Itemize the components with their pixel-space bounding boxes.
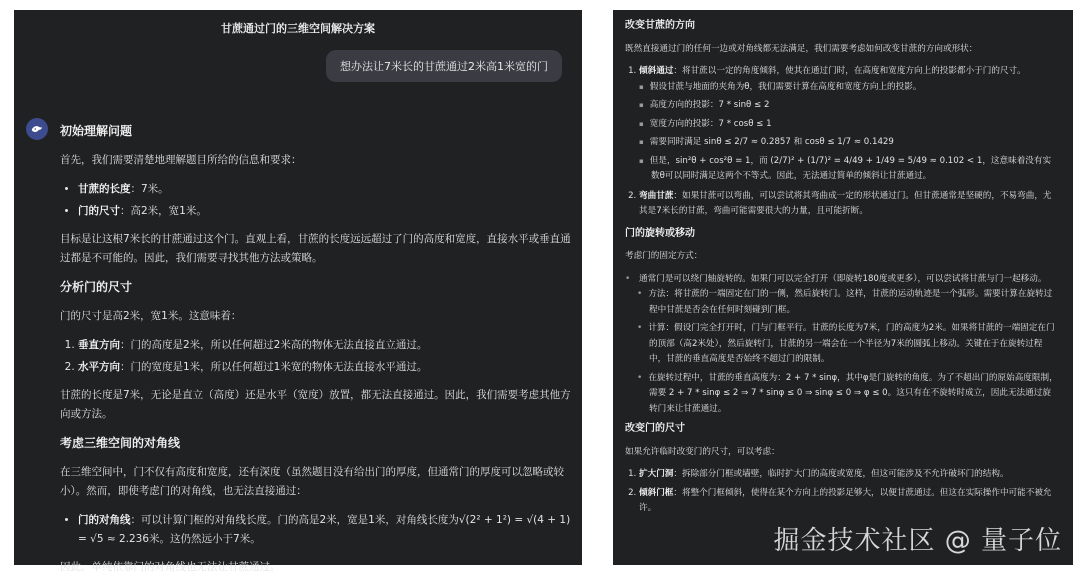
paragraph: 如果允许临时改变门的尺寸，可以考虑：	[625, 446, 780, 457]
sub-list-item: ▪ 宽度方向的投影：7 * cosθ ≤ 1	[651, 117, 1059, 133]
ordered-list	[78, 336, 572, 377]
section-heading: 考虑三维空间的对角线	[60, 436, 181, 450]
sub-list	[651, 80, 1059, 185]
paragraph: 目标是让这根7米长的甘蔗通过这个门。直观上看，甘蔗的长度远远超过了门的高度和宽度，直接水平或垂直通过都是不可能的。因此，我们需要寻找其他方法或策略。	[60, 233, 571, 264]
list-item: 1. 扩大门洞：拆除部分门框或墙壁，临时扩大门的高度或宽度，但这可能涉及不允许破坏门的结构。	[639, 467, 1059, 483]
list-item: • 门的对角线：可以计算门框的对角线长度。门的高是2米，宽是1米，对角线长度为√(2² + 1²) = √(4 + 1) = √5 ≈ 2.236米。这仍然远小于7米。	[78, 511, 572, 549]
section-heading: 初始理解问题	[60, 124, 133, 138]
assistant-avatar	[26, 118, 48, 140]
paragraph: 门的尺寸是高2米，宽1米。这意味着：	[60, 310, 242, 322]
list-item: 2. 弯曲甘蔗：如果甘蔗可以弯曲，可以尝试将其弯曲成一定的形状通过门。但甘蔗通常是坚硬的，不易弯曲，尤其是7米长的甘蔗，弯曲可能需要很大的力量，且可能折断。	[639, 189, 1059, 220]
list-item: 1. 垂直方向：门的高度是2米，所以任何超过2米高的物体无法直接直立通过。	[78, 336, 572, 355]
user-message-bubble: 想办法让7米长的甘蔗通过2米高1米宽的门	[326, 50, 562, 82]
sub-list-item: • 在旋转过程中，甘蔗的垂直高度为：2 + 7 * sinφ，其中φ是门旋转的角度。为了不超出门的原始高度限制，需要 2 + 7 * sinφ ≤ 2 ⇒ 7 * sinφ ≤ 0 ⇒ sinφ ≤ 0 ⇒ φ ≤ 0。这只有在不旋转时成立，因此无法通过旋转门来让甘蔗通过。	[649, 371, 1059, 418]
paragraph: 因此，单纯依靠门的对角线也无法让甘蔗通过。	[60, 561, 281, 573]
sub-list	[649, 287, 1059, 417]
sub-list-item: • 计算：假设门完全打开时，门与门框平行。甘蔗的长度为7米，门的高度为2米。如果将甘蔗的一端固定在门的顶部（高2米处），然后旋转门，甘蔗的另一端会在一个半径为7米的圆弧上移动。关键在于在旋转过程中，甘蔗的垂直高度是否始终不超过门的限制。	[649, 321, 1059, 368]
ordered-list	[639, 64, 1059, 220]
sub-list-item: ▪ 假设甘蔗与地面的夹角为θ，我们需要计算在高度和宽度方向上的投影。	[651, 80, 1059, 96]
bullet-list	[78, 511, 572, 549]
list-item: 2. 水平方向：门的宽度是1米，所以任何超过1米宽的物体无法直接水平通过。	[78, 358, 572, 377]
ordered-list	[639, 467, 1059, 517]
right-chat-panel	[613, 10, 1073, 565]
section-heading: 改变甘蔗的方向	[625, 20, 695, 31]
watermark: 掘金技术社区 @ 量子位	[773, 526, 1062, 556]
section-heading: 改变门的尺寸	[625, 423, 685, 434]
paragraph: 考虑门的固定方式：	[625, 251, 703, 261]
list-item: 2. 倾斜门框：将整个门框倾斜，使得在某个方向上的投影足够大，以便甘蔗通过。但这在实际操作中可能不被允许。	[639, 486, 1059, 517]
list-item: 1. 倾斜通过：将甘蔗以一定的角度倾斜，使其在通过门时，在高度和宽度方向上的投影都小于门的尺寸。 ▪ 假设甘蔗与地面的夹角为θ，我们需要计算在高度和宽度方向上的投影。 ▪ 高度方向的投影：7 * sinθ ≤ 2 ▪ 宽度方向的投影：7 * cosθ ≤ 1 ▪ 需要同时满足 sinθ ≤ 2/7 ≈ 0.2857 和 cosθ ≤ 1/7 ≈ 0.1429 ▪ 但是，sin²θ + cos²θ = 1，而 (2/7)² + (1/7)² = 4/49 + 1/49 = 5/49 ≈ 0.102 < 1，这意味着没有实数θ可以同时满足这两个不等式。因此，无法通过简单的倾斜让甘蔗通过。	[639, 64, 1059, 185]
bullet-list	[78, 180, 572, 221]
sub-list-item: ▪ 高度方向的投影：7 * sinθ ≤ 2	[651, 98, 1059, 114]
paragraph: 首先，我们需要清楚地理解题目所给的信息和要求：	[60, 154, 302, 166]
sub-list-item: • 方法：将甘蔗的一端固定在门的一侧，然后旋转门。这样，甘蔗的运动轨迹是一个弧形。需要计算在旋转过程中甘蔗是否会在任何时刻碰到门框。	[649, 287, 1059, 318]
whale-icon	[30, 122, 44, 136]
paragraph: 既然直接通过门的任何一边或对角线都无法满足，我们需要考虑如何改变甘蔗的方向或形状：	[625, 43, 978, 54]
list-item: • 门的尺寸：高2米，宽1米。	[78, 202, 572, 221]
sub-list-item: ▪ 需要同时满足 sinθ ≤ 2/7 ≈ 0.2857 和 cosθ ≤ 1/7 ≈ 0.1429	[651, 135, 1059, 151]
list-item: • 通常门是可以绕门轴旋转的。如果门可以完全打开（即旋转180度或更多），可以尝试将甘蔗与门一起移动。 • 方法：将甘蔗的一端固定在门的一侧，然后旋转门。这样，甘蔗的运动轨迹是一个弧形。需要计算在旋转过程中甘蔗是否会在任何时刻碰到门框。 • 计算：假设门完全打开时，门与门框平行。甘蔗的长度为7米，门的高度为2米。如果将甘蔗的一端固定在门的顶部（高2米处），然后旋转门，甘蔗的另一端会在一个半径为7米的圆弧上移动。关键在于在旋转过程中，甘蔗的垂直高度是否始终不超过门的限制。 • 在旋转过程中，甘蔗的垂直高度为：2 + 7 * sinφ，其中φ是门旋转的角度。为了不超出门的原始高度限制，需要 2 + 7 * sinφ ≤ 2 ⇒ 7 * sinφ ≤ 0 ⇒ sinφ ≤ 0 ⇒ φ ≤ 0。这只有在不旋转时成立，因此无法通过旋转门来让甘蔗通过。	[637, 272, 1059, 418]
conversation-title: 甘蔗通过门的三维空间解决方案	[221, 22, 375, 35]
paragraph: 甘蔗的长度是7米，无论是直立（高度）还是水平（宽度）放置，都无法直接通过。因此，我们需要考虑其他方向或方法。	[60, 389, 571, 420]
left-chat-panel	[14, 10, 582, 573]
section-heading: 门的旋转或移动	[625, 227, 695, 239]
assistant-answer	[60, 122, 572, 587]
paragraph: 在三维空间中，门不仅有高度和宽度，还有深度（虽然题目没有给出门的厚度，但通常门的厚度可以忽略或较小）。然而，即使考虑门的对角线，也无法直接通过：	[60, 466, 564, 497]
sub-list-item: ▪ 但是，sin²θ + cos²θ = 1，而 (2/7)² + (1/7)² = 4/49 + 1/49 = 5/49 ≈ 0.102 < 1，这意味着没有实数θ可以同时满足这两个不等式。因此，无法通过简单的倾斜让甘蔗通过。	[651, 154, 1059, 185]
list-item: • 甘蔗的长度：7米。	[78, 180, 572, 199]
bullet-list	[637, 272, 1059, 418]
section-heading: 分析门的尺寸	[60, 280, 133, 294]
